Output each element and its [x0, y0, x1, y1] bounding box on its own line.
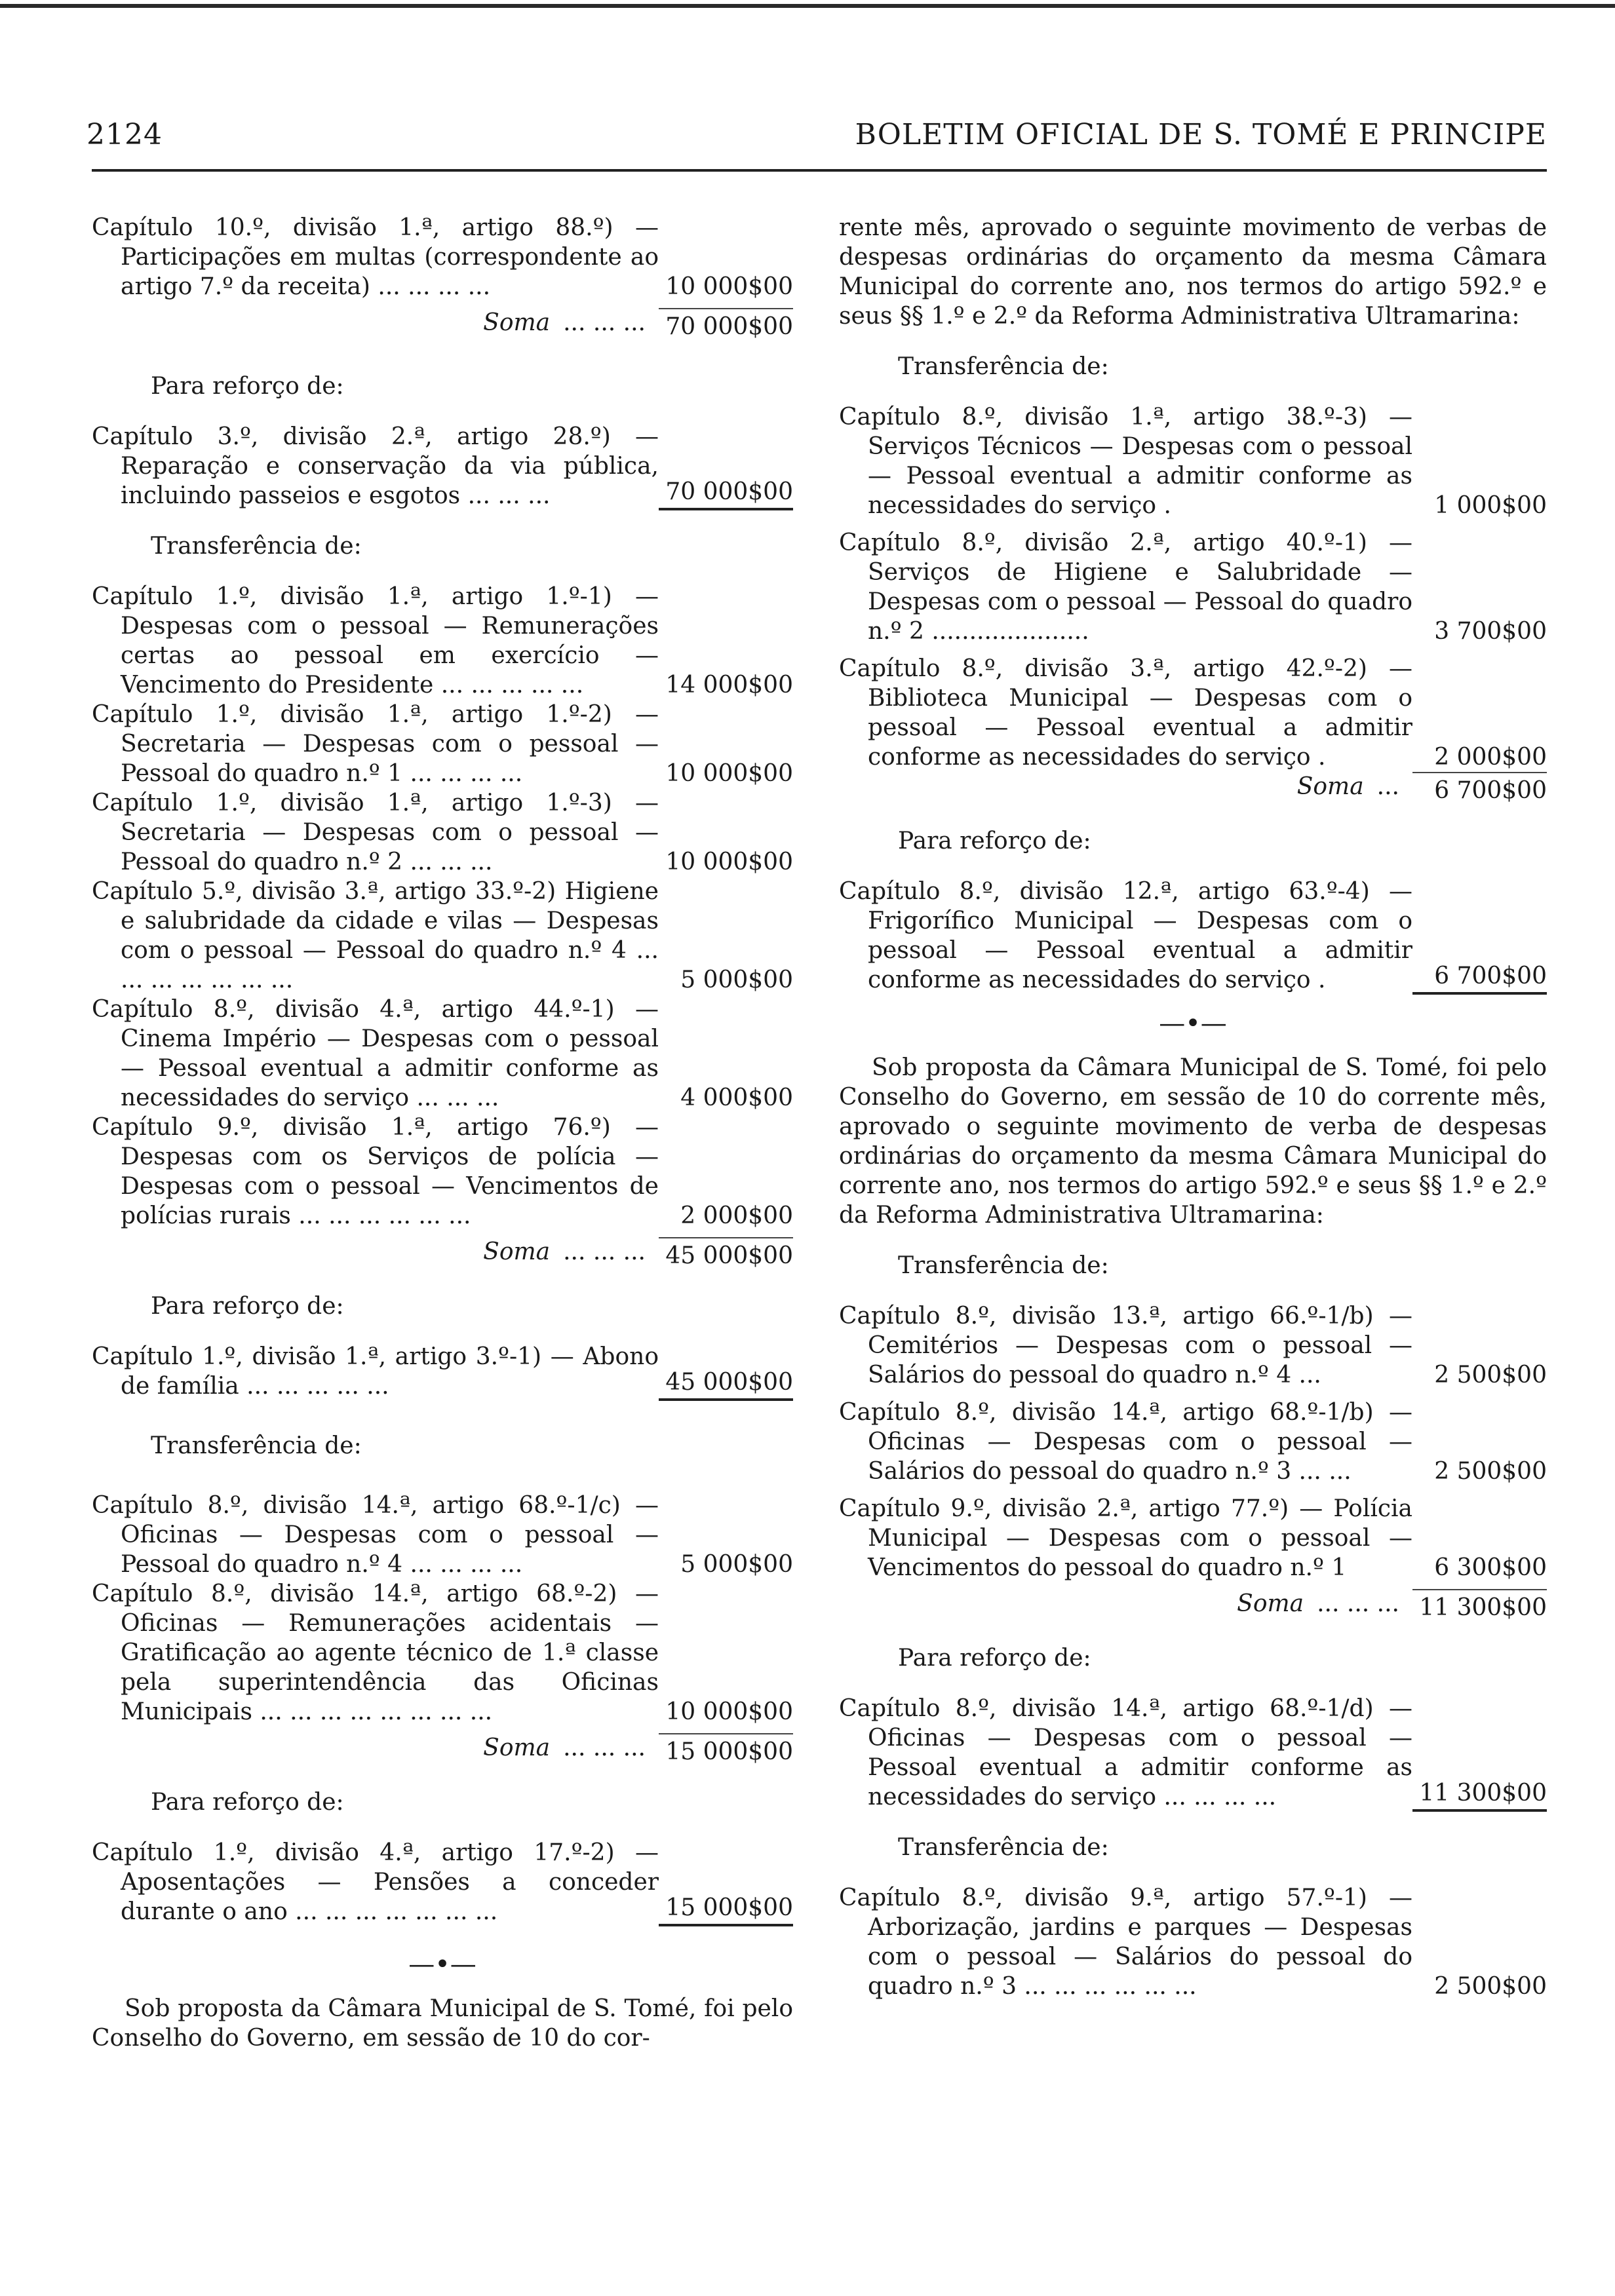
budget-entry — [92, 1342, 793, 1401]
budget-entry — [839, 1301, 1547, 1390]
soma-line — [839, 772, 1547, 805]
entry-amount: 15 000$00 — [659, 1893, 793, 1926]
entry-text: Capítulo 5.º, divisão 3.ª, artigo 33.º-2) Higiene e salubridade da cidade e vilas — Despesas com o pessoal — Pessoal do quadro n.º 4 ... ... ... ... ... ... ... — [92, 878, 659, 993]
section-separator: —•— — [1159, 1008, 1227, 1039]
entry-amount: 2 000$00 — [680, 1202, 793, 1229]
entry-text: Capítulo 8.º, divisão 12.ª, artigo 63.º-4) — Frigorífico Municipal — Despesas com o pessoal — Pessoal eventual a admitir conforme as necessidades do serviço . — [839, 878, 1412, 993]
entry-text: Capítulo 3.º, divisão 2.ª, artigo 28.º) — Reparação e conservação da via pública, incluindo passeios e esgotos ... ... ... — [92, 423, 659, 509]
soma-amount: 70 000$00 — [659, 308, 793, 341]
entry-amount: 10 000$00 — [665, 1698, 793, 1725]
entry-amount: 2 000$00 — [1434, 744, 1547, 771]
budget-entry — [92, 995, 793, 1113]
budget-entry — [92, 788, 793, 877]
entry-amount: 5 000$00 — [680, 966, 793, 993]
soma-amount: 15 000$00 — [659, 1733, 793, 1767]
entry-amount: 6 300$00 — [1434, 1554, 1547, 1581]
soma-amount: 45 000$00 — [659, 1237, 793, 1271]
section-heading: Transferência de: — [898, 1252, 1109, 1279]
entry-amount: 5 000$00 — [680, 1551, 793, 1578]
entry-amount: 1 000$00 — [1434, 492, 1547, 519]
budget-entry — [92, 700, 793, 788]
right-column — [839, 213, 1547, 2001]
entry-text: Capítulo 8.º, divisão 1.ª, artigo 38.º-3) — Serviços Técnicos — Despesas com o pessoal — Pessoal eventual a admitir conforme as necessidades do serviço . — [839, 404, 1412, 519]
entry-text: Capítulo 8.º, divisão 14.ª, artigo 68.º-2) — Oficinas — Remunerações acidentais — Gratificação ao agente técnico de 1.ª classe pela superintendência das Oficinas Municipais ... ... ... ... ... ... ... ... — [92, 1580, 659, 1725]
budget-entry — [92, 582, 793, 700]
budget-entry — [839, 877, 1547, 995]
soma-line — [92, 1237, 793, 1271]
entry-amount: 3 700$00 — [1434, 618, 1547, 645]
soma-dots: ... ... ... — [563, 309, 646, 336]
paragraph: Sob proposta da Câmara Municipal de S. Tomé, foi pelo Conselho do Governo, em sessão de 10 do cor- — [92, 1995, 793, 2052]
entry-amount: 70 000$00 — [659, 477, 793, 510]
budget-entry — [839, 654, 1547, 772]
entry-text: Capítulo 10.º, divisão 1.ª, artigo 88.º) — Participações em multas (correspondente ao artigo 7.º da receita) ... ... ... ... — [92, 214, 659, 300]
soma-dots: ... ... ... — [563, 1238, 646, 1265]
entry-amount: 10 000$00 — [665, 760, 793, 787]
entry-amount: 2 500$00 — [1434, 1973, 1547, 2000]
section-heading: Para reforço de: — [898, 1645, 1091, 1672]
section-heading: Transferência de: — [898, 353, 1109, 380]
entry-text: Capítulo 9.º, divisão 1.ª, artigo 76.º) — Despesas com os Serviços de polícia — Despesas com o pessoal — Vencimentos de polícias rurais ... ... ... ... ... ... — [92, 1114, 659, 1229]
page-number: 2124 — [87, 118, 163, 151]
soma-dots: ... — [1376, 773, 1399, 800]
budget-entry — [839, 1694, 1547, 1812]
section-heading: Para reforço de: — [151, 1789, 344, 1816]
entry-text: Capítulo 8.º, divisão 4.ª, artigo 44.º-1) — Cinema Império — Despesas com o pessoal — Pessoal eventual a admitir conforme as necessidades do serviço ... ... ... — [92, 996, 659, 1111]
section-heading: Para reforço de: — [151, 1293, 344, 1320]
budget-entry — [92, 422, 793, 510]
soma-dots: ... ... ... — [1317, 1590, 1399, 1617]
header-rule — [92, 169, 1547, 172]
soma-line — [92, 1733, 793, 1767]
entry-text: Capítulo 8.º, divisão 3.ª, artigo 42.º-2) — Biblioteca Municipal — Despesas com o pessoal — Pessoal eventual a admitir conforme as necessidades do serviço . — [839, 655, 1412, 771]
budget-entry — [92, 1113, 793, 1231]
soma-label: Soma — [1237, 1590, 1304, 1617]
entry-text: Capítulo 1.º, divisão 4.ª, artigo 17.º-2) — Aposentações — Pensões a conceder durante o ano ... ... ... ... ... ... ... — [92, 1839, 659, 1925]
top-border-line — [0, 4, 1615, 8]
paragraph: Sob proposta da Câmara Municipal de S. Tomé, foi pelo Conselho do Governo, em sessão de 10 do corrente mês, aprovado o seguinte movimento de verba de despesas ordinárias do orçamento da mesma Câmara Municipal do corrente ano, nos termos do artigo 592.º e seus §§ 1.º e 2.º da Reforma Administrativa Ultramarina: — [839, 1054, 1547, 1229]
budget-entry — [839, 528, 1547, 646]
budget-entry — [839, 1883, 1547, 2001]
soma-label: Soma — [1296, 773, 1364, 800]
budget-entry — [92, 213, 793, 301]
entry-text: Capítulo 1.º, divisão 1.ª, artigo 1.º-1) — Despesas com o pessoal — Remunerações certas ao pessoal em exercício — Vencimento do Presidente ... ... ... ... ... — [92, 583, 659, 698]
section-heading: Transferência de: — [151, 1432, 362, 1459]
budget-entry — [92, 1491, 793, 1579]
soma-label: Soma — [483, 1734, 551, 1761]
soma-dots: ... ... ... — [563, 1734, 646, 1761]
entry-text: Capítulo 8.º, divisão 2.ª, artigo 40.º-1) — Serviços de Higiene e Salubridade — Despesas com o pessoal — Pessoal do quadro n.º 2 ..................... — [839, 529, 1412, 645]
soma-line — [839, 1589, 1547, 1622]
section-separator: —•— — [408, 1949, 477, 1980]
budget-entry — [92, 877, 793, 995]
entry-amount: 10 000$00 — [665, 849, 793, 875]
soma-amount: 11 300$00 — [1412, 1589, 1547, 1622]
journal-title: BOLETIM OFICIAL DE S. TOMÉ E PRINCIPE — [855, 118, 1547, 151]
entry-amount: 2 500$00 — [1434, 1362, 1547, 1388]
entry-text: Capítulo 8.º, divisão 14.ª, artigo 68.º-1/d) — Oficinas — Despesas com o pessoal — Pessoal eventual a admitir conforme as necessidades do serviço ... ... ... ... — [839, 1695, 1412, 1810]
section-heading: Para reforço de: — [898, 828, 1091, 854]
entry-amount: 14 000$00 — [665, 672, 793, 698]
entry-amount: 4 000$00 — [680, 1084, 793, 1111]
budget-entry — [92, 1838, 793, 1926]
entry-amount: 45 000$00 — [659, 1368, 793, 1401]
entry-text: Capítulo 9.º, divisão 2.ª, artigo 77.º) — Polícia Municipal — Despesas com o pessoal — Vencimentos do pessoal do quadro n.º 1 — [839, 1495, 1412, 1581]
entry-text: Capítulo 8.º, divisão 13.ª, artigo 66.º-1/b) — Cemitérios — Despesas com o pessoal — Salários do pessoal do quadro n.º 4 ... — [839, 1303, 1412, 1388]
entry-text: Capítulo 8.º, divisão 14.ª, artigo 68.º-1/c) — Oficinas — Despesas com o pessoal — Pessoal do quadro n.º 4 ... ... ... ... — [92, 1492, 659, 1578]
entry-text: Capítulo 1.º, divisão 1.ª, artigo 1.º-3) — Secretaria — Despesas com o pessoal — Pessoal do quadro n.º 2 ... ... ... — [92, 790, 659, 875]
soma-amount: 6 700$00 — [1412, 772, 1547, 805]
entry-amount: 11 300$00 — [1412, 1778, 1547, 1812]
entry-text: Capítulo 8.º, divisão 9.ª, artigo 57.º-1) — Arborização, jardins e parques — Despesas com o pessoal — Salários do pessoal do quadro n.º 3 ... ... ... ... ... ... — [839, 1885, 1412, 2000]
entry-amount: 2 500$00 — [1434, 1458, 1547, 1485]
soma-label: Soma — [483, 309, 551, 336]
entry-amount: 10 000$00 — [665, 273, 793, 300]
entry-text: Capítulo 8.º, divisão 14.ª, artigo 68.º-1/b) — Oficinas — Despesas com o pessoal — Salários do pessoal do quadro n.º 3 ... ... — [839, 1399, 1412, 1485]
paragraph: rente mês, aprovado o seguinte movimento de verbas de despesas ordinárias do orçamento da mesma Câmara Municipal do corrente ano, nos termos do artigo 592.º e seus §§ 1.º e 2.º da Reforma Administrativa Ultramarina: — [839, 214, 1547, 330]
section-heading: Transferência de: — [151, 533, 362, 560]
entry-text: Capítulo 1.º, divisão 1.ª, artigo 1.º-2) — Secretaria — Despesas com o pessoal — Pessoal do quadro n.º 1 ... ... ... ... — [92, 701, 659, 787]
soma-line — [92, 308, 793, 341]
section-heading: Para reforço de: — [151, 373, 344, 400]
entry-text: Capítulo 1.º, divisão 1.ª, artigo 3.º-1) — Abono de família ... ... ... ... ... — [92, 1343, 659, 1400]
soma-label: Soma — [483, 1238, 551, 1265]
entry-amount: 6 700$00 — [1412, 961, 1547, 995]
budget-entry — [92, 1579, 793, 1727]
budget-entry — [839, 1494, 1547, 1582]
budget-entry — [839, 1398, 1547, 1486]
page-header — [79, 111, 1547, 164]
section-heading: Transferência de: — [898, 1834, 1109, 1861]
left-column — [92, 213, 793, 2053]
budget-entry — [839, 402, 1547, 520]
